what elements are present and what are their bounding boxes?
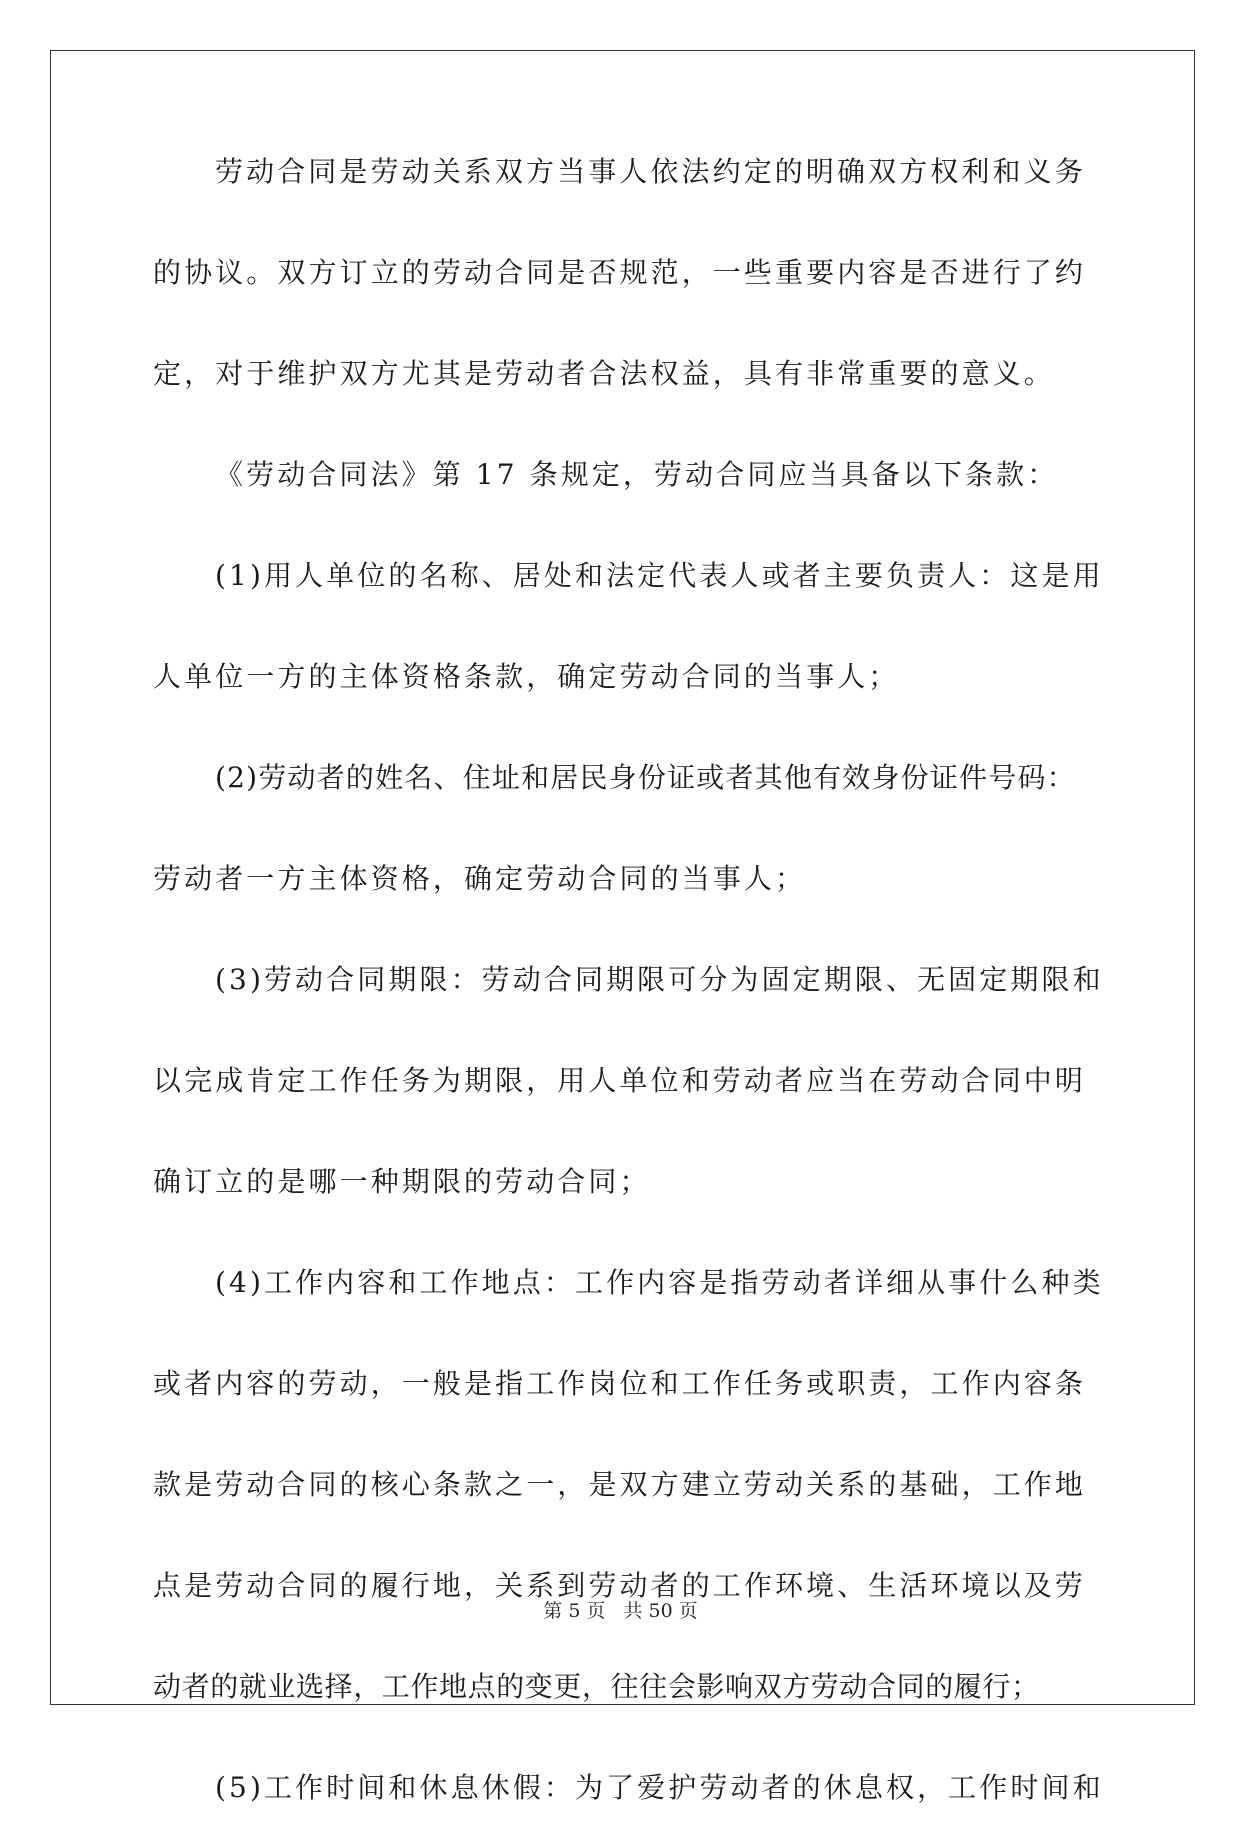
paragraph-line: 劳动合同是劳动关系双方当事人依法约定的明确双方权利和义务 bbox=[215, 155, 1086, 188]
paragraph-line: (4)工作内容和工作地点：工作内容是指劳动者详细从事什么种类 bbox=[215, 1266, 1104, 1299]
paragraph-line: 确订立的是哪一种期限的劳动合同； bbox=[153, 1165, 651, 1198]
paragraph-line: 《劳动合同法》第 17 条规定，劳动合同应当具备以下条款： bbox=[215, 458, 1059, 491]
paragraph-line: 点是劳动合同的履行地，关系到劳动者的工作环境、生活环境以及劳 bbox=[153, 1569, 1087, 1602]
paragraph-line: (5)工作时间和休息休假：为了爱护劳动者的休息权，工作时间和 bbox=[215, 1771, 1104, 1804]
paragraph-line: (3)劳动合同期限：劳动合同期限可分为固定期限、无固定期限和 bbox=[215, 963, 1104, 996]
paragraph-line: 的协议。双方订立的劳动合同是否规范，一些重要内容是否进行了约 bbox=[153, 256, 1087, 289]
paragraph-line: (2)劳动者的姓名、住址和居民身份证或者其他有效身份证件号码： bbox=[215, 761, 1076, 794]
paragraph-line: 动者的就业选择，工作地点的变更，往往会影响双方劳动合同的履行； bbox=[153, 1670, 1040, 1703]
page-number: 第 5 页 bbox=[543, 1600, 606, 1622]
document-body bbox=[153, 155, 1104, 1838]
page-total: 共 50 页 bbox=[623, 1600, 698, 1622]
paragraph-line: 劳动者一方主体资格，确定劳动合同的当事人； bbox=[153, 862, 807, 895]
paragraph-line: 人单位一方的主体资格条款，确定劳动合同的当事人； bbox=[153, 660, 900, 693]
paragraph-line: 或者内容的劳动，一般是指工作岗位和工作任务或职责，工作内容条 bbox=[153, 1367, 1087, 1400]
paragraph-line: (1)用人单位的名称、居处和法定代表人或者主要负责人：这是用 bbox=[215, 559, 1104, 592]
paragraph-line: 定，对于维护双方尤其是劳动者合法权益，具有非常重要的意义。 bbox=[153, 357, 1055, 390]
paragraph-line: 款是劳动合同的核心条款之一，是双方建立劳动关系的基础，工作地 bbox=[153, 1468, 1087, 1501]
page-footer bbox=[0, 1596, 1241, 1623]
paragraph-line: 以完成肯定工作任务为期限，用人单位和劳动者应当在劳动合同中明 bbox=[153, 1064, 1087, 1097]
